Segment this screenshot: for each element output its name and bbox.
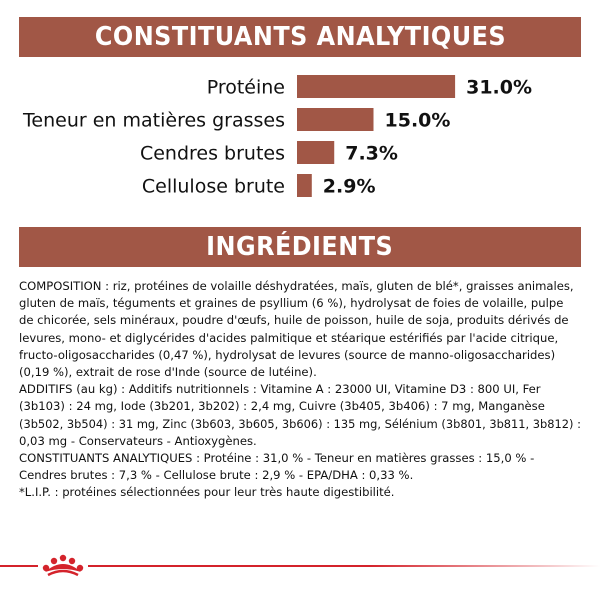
section-header-analytics [19,17,581,57]
bar [297,108,374,131]
composition-line: COMPOSITION : riz, protéines de volaille déshydratées, maïs, gluten de blé*, graisses animales, [19,279,574,293]
bar [297,75,455,98]
composition-line: CONSTITUANTS ANALYTIQUES : Protéine : 31,0 % - Teneur en matières grasses : 15,0 % - [19,451,535,466]
section-header-ingredients [19,227,581,267]
footer-divider [88,565,600,567]
nutrient-bar-chart [0,70,600,210]
composition-line: *L.I.P. : protéines sélectionnées pour leur très haute digestibilité. [19,485,395,500]
bar [297,174,312,197]
value-label: 15.0% [384,109,451,132]
category-label: Protéine [206,76,285,99]
bar [297,141,334,164]
category-label: Teneur en matières grasses [23,109,285,132]
category-label: Cellulose brute [141,175,285,198]
section-header-ingredients-label: INGRÉDIENTS [206,232,394,262]
composition-line: gluten de maïs, téguments et graines de psyllium (6 %), hydrolysat de foies de volaille, pulpe [19,296,564,311]
composition-text [19,278,579,502]
composition-line: 0,03 mg - Conservateurs - Antioxygènes. [19,433,257,448]
category-label: Cendres brutes [139,142,285,165]
royal-canin-crown-icon [40,542,86,582]
composition-line: fructo-oligosaccharides (0,47 %), hydrolysat de levures (source de manno-oligosaccharides) [19,347,556,362]
composition-line: levures, mono- et diglycérides d'acides palmitique et stéarique estérifiés par l'acide citrique, [19,330,559,345]
composition-line: (3b502, 3b504) : 31 mg, Zinc (3b603, 3b605, 3b606) : 135 mg, Sélénium (3b801, 3b811, 3b812) : [19,416,581,431]
composition-line: (0,19 %), extrait de rose d'Inde (source de lutéine). [19,365,317,380]
composition-line: (3b103) : 24 mg, Iode (3b201, 3b202) : 2,4 mg, Cuivre (3b405, 3b406) : 7 mg, Manganèse [19,399,545,414]
value-label: 31.0% [466,76,533,99]
value-label: 2.9% [322,175,376,198]
composition-line: ADDITIFS (au kg) : Additifs nutritionnels : Vitamine A : 23000 UI, Vitamine D3 : 800 UI, Fer [19,382,541,397]
composition-line: de chicorée, sels minéraux, poudre d'œufs, huile de poisson, huile de soja, produits dérivés de [19,313,569,328]
composition-line: Cendres brutes : 7,3 % - Cellulose brute : 2,9 % - EPA/DHA : 0,33 %. [19,468,414,483]
value-label: 7.3% [345,142,398,165]
footer-divider-left [0,565,38,567]
section-header-analytics-label: CONSTITUANTS ANALYTIQUES [94,22,506,52]
